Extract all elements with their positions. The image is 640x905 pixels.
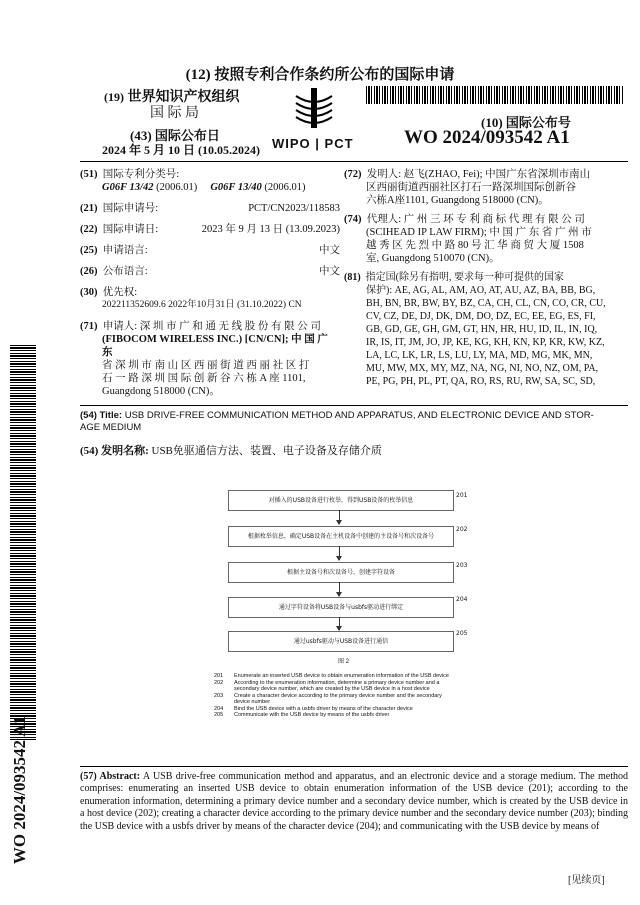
flow-num-201: 201	[456, 492, 468, 499]
field-51: (51) 国际专利分类号:	[80, 169, 180, 180]
figure-caption: 图 2	[338, 659, 350, 665]
field-71: (71) 申请人: 深 圳 市 广 和 通 无 线 股 份 有 限 公 司 (FIBOCOM WIRELESS INC.) [CN/CN]; 中 国 广 东 省 深 圳 市 南 山 区 西 丽 街 道 西 丽 社 区 打 石 一 路 深 圳 国 际 创 新 谷 六 栋 A 座 1101, Guangdong 518000 (CN)。	[80, 321, 328, 397]
abstract-divider	[80, 766, 628, 767]
flow-step-204: 通过字符设备将USB设备与usbfs驱动进行绑定	[228, 597, 454, 618]
title-divider	[80, 405, 628, 406]
field-26: (26) 公布语言: 中文	[80, 266, 340, 277]
flow-arrow	[339, 546, 340, 560]
flow-num-203: 203	[456, 562, 468, 569]
left-fields	[80, 168, 340, 398]
legend-item: 202 According to the enumeration information, determine a primary device number and a secondary device number, which are created by the USB device in a host device	[214, 679, 440, 692]
flow-num-205: 205	[456, 630, 468, 637]
flow-step-205: 通过usbfs驱动与USB设备进行通信	[228, 631, 454, 652]
org-subname: 国 际 局	[150, 106, 199, 121]
wipo-logo-text: WIPO | PCT	[272, 136, 354, 151]
wipo-logo	[282, 88, 346, 132]
flow-step-202: 根据枚举信息，确定USB设备在主机设备中创建的主设备号和次设备号	[228, 526, 454, 547]
document-title: (12) 按照专利合作条约所公布的国际申请	[185, 67, 455, 83]
field-72: (72) 发明人: 赵飞(ZHAO, Fei); 中国广东省深圳市南山 区西丽街道西丽社区打石一路深圳国际创新谷 六栋A座1101, Guangdong 518000 (CN)。	[344, 169, 591, 206]
title-chinese: (54) 发明名称: USB免驱通信方法、装置、电子设备及存储介质	[80, 445, 382, 457]
field-25: (25) 申请语言: 中文	[80, 245, 340, 256]
header-divider	[80, 161, 628, 162]
legend-item: 201 Enumerate an inserted USB device to obtain enumeration information of the USB device	[214, 673, 449, 679]
flow-num-202: 202	[456, 526, 468, 533]
flow-arrow	[339, 510, 340, 524]
field-30-value: 202211352609.6 2022年10月31日 (31.10.2022) CN	[102, 300, 302, 310]
flow-arrow	[339, 582, 340, 596]
barcode-top	[366, 86, 624, 104]
flow-arrow	[339, 617, 340, 630]
field-22: (22) 国际申请日: 2023 年 9 月 13 日 (13.09.2023)	[80, 224, 340, 235]
org-name: (19) 世界知识产权组织	[104, 90, 240, 105]
field-21: (21) 国际申请号: PCT/CN2023/118583	[80, 203, 340, 214]
legend-item: 205 Communicate with the USB device by means of the usbfs driver	[214, 712, 390, 718]
abstract: (57) Abstract: A USB drive-free communication method and apparatus, and an electronic device and a storage medium. The method comprises: enumerating an inserted USB device to obtain enumeration information of the USB device (201); according to the enumeration information, determining a primary device number and a secondary device number, which is created by the USB device in a host device (202); creating a character device according to the primary device number and the secondary device number (203); binding the USB device with a usbfs driver by means of the character device (204); and communicating with the USB device by means of	[80, 771, 628, 832]
field-74: (74) 代理人: 广 州 三 环 专 利 商 标 代 理 有 限 公 司 (SCIHEAD IP LAW FIRM); 中 国 广 东 省 广 州 市 越 秀 区 先 烈 中 路 80 号 汇 华 商 贸 大 厦 1508 室, Guangdong 510070 (CN)。	[344, 214, 592, 264]
flow-step-203: 根据主设备号和次设备号，创建字符设备	[228, 562, 454, 583]
pub-date: 2024 年 5 月 10 日 (10.05.2024)	[102, 143, 260, 157]
right-fields	[344, 168, 626, 388]
title-english: (54) Title: USB DRIVE-FREE COMMUNICATION METHOD AND APPARATUS, AND ELECTRONIC DEVICE AND STOR- AGE MEDIUM	[80, 410, 594, 433]
figure-legend	[214, 673, 454, 719]
flow-step-201: 对插入的USB设备进行枚举，得到USB设备的枚举信息	[228, 490, 454, 511]
pub-number: WO 2024/093542 A1	[404, 127, 570, 148]
barcode-side	[10, 345, 36, 740]
field-30: (30) 优先权:	[80, 287, 138, 298]
field-81: (81) 指定国(除另有指明, 要求每一种可提供的国家 保护): AE, AG, AL, AM, AO, AT, AU, AZ, BA, BB, BG, BH, BN, BR, BW, BY, BZ, CA, CH, CL, CN, CO, CR, CU, CV, CZ, DE, DJ, DK, DM, DO, DZ, EC, EE, EG, ES, FI, GB, GD, GE, GH, GM, GT, HN, HR, HU, ID, IL, IN, IQ, IR, IS, IT, JM, JO, JP, KE, KG, KH, KN, KP, KR, KW, KZ, LA, LC, LK, LR, LS, LU, LY, MA, MD, MG, MK, MN, MU, MW, MX, MY, MZ, NA, NG, NI, NO, NZ, OM, PA, PE, PG, PH, PL, PT, QA, RO, RS, RU, RW, SA, SC, SD,	[344, 272, 606, 387]
flow-num-204: 204	[456, 596, 468, 603]
legend-item: 204 Bind the USB device with a usbfs driver by means of the character device	[214, 705, 413, 712]
field-51-values: G06F 13/42 (2006.01) G06F 13/40 (2006.01)	[102, 182, 306, 193]
pub-date-label: (43) 国际公布日	[130, 128, 220, 143]
continue-note: [见续页]	[568, 875, 605, 886]
side-pub-number: WO 2024/093542 A1	[10, 715, 29, 865]
legend-item: 203 Create a character device according to the primary device number and the secondary device number	[214, 692, 442, 705]
pub-number-label: (10) 国际公布号	[481, 115, 571, 130]
